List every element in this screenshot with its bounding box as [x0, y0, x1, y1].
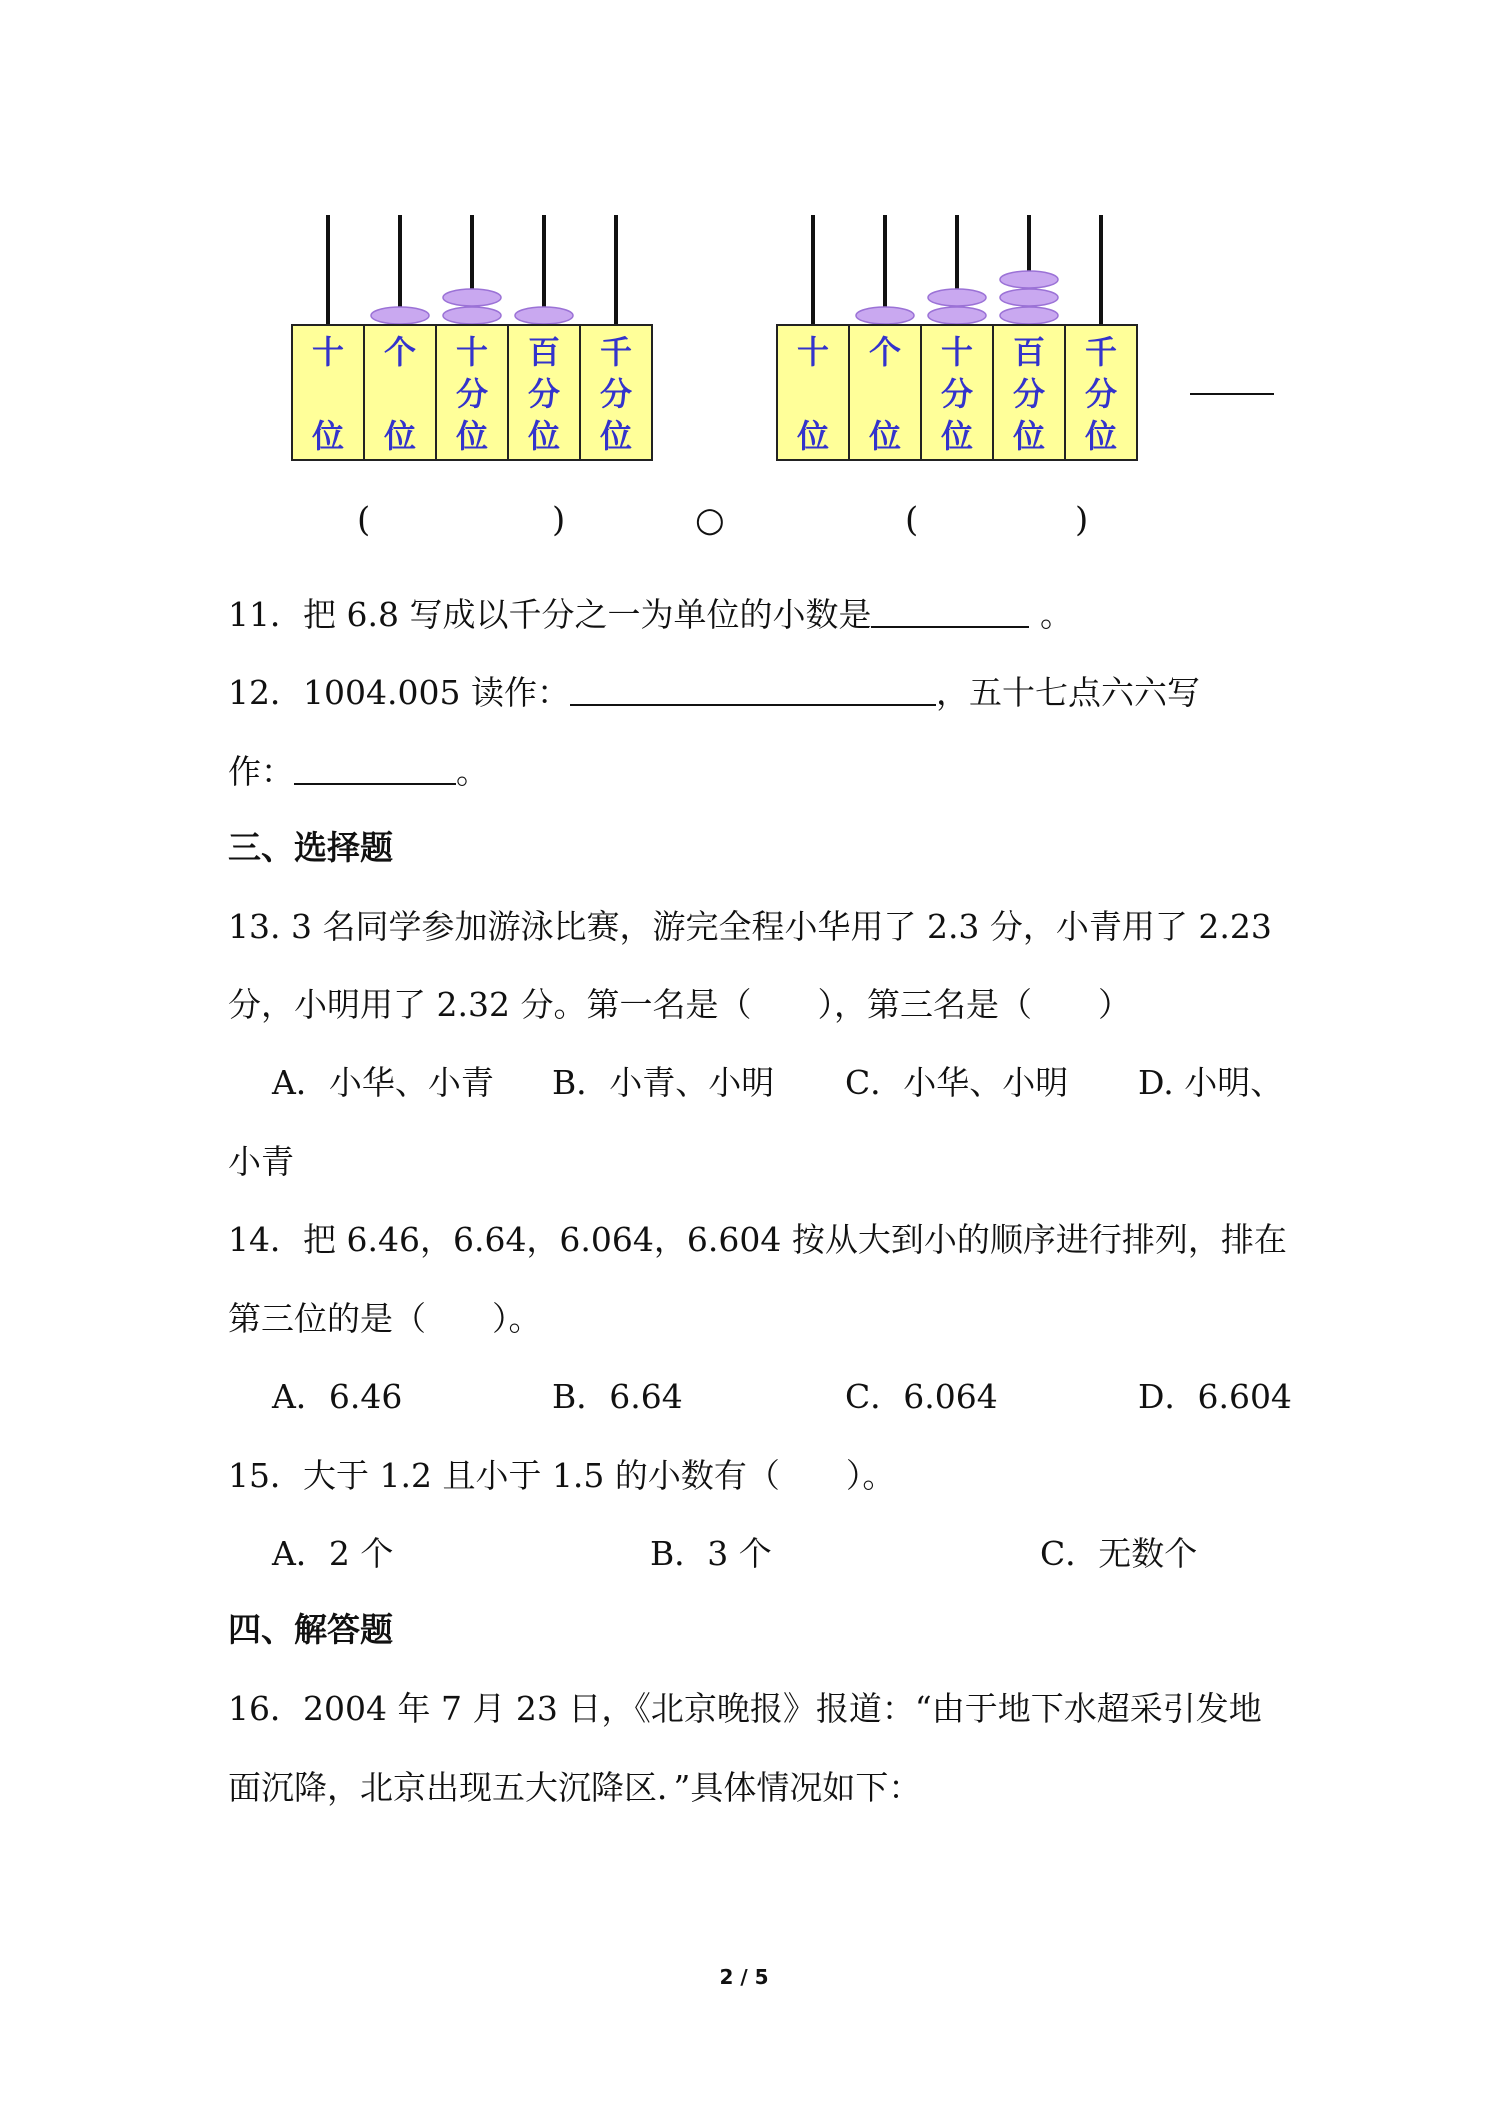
right-bead-1-0: [856, 307, 914, 324]
left-place-label-2-2: 位: [455, 417, 489, 455]
q15-option-b[interactable]: B．3 个: [650, 1534, 772, 1573]
q15-line1: 15．大于 1.2 且小于 1.5 的小数有（ ）。: [228, 1456, 896, 1495]
answer-line[interactable]: [1190, 393, 1274, 395]
right-place-label-4-1: 分: [1084, 375, 1118, 413]
q15-option-a[interactable]: A．2 个: [272, 1534, 394, 1573]
left-place-label-3-2: 位: [527, 417, 561, 455]
q12-end: 。: [456, 752, 489, 791]
right-place-label-1-1: 位: [868, 417, 902, 455]
q12-text: 12．1004.005 读作：: [228, 673, 570, 712]
left-place-label-0-0: 十: [311, 333, 345, 371]
left-bead-1-0: [371, 307, 429, 324]
abacus-left: [290, 215, 660, 465]
q14-line1: 14．把 6.46，6.64，6.064，6.604 按从大到小的顺序进行排列，排在: [228, 1220, 1287, 1259]
left-place-label-2-0: 十: [455, 333, 489, 371]
right-bead-3-0: [1000, 307, 1058, 324]
left-place-label-3-1: 分: [527, 375, 561, 413]
q11-blank[interactable]: [871, 596, 1029, 628]
left-place-label-1-1: 位: [383, 417, 417, 455]
section-3-heading: 三、选择题: [228, 828, 393, 867]
left-place-label-0-1: 位: [311, 417, 345, 455]
q13-line1: 13. 3 名同学参加游泳比赛，游完全程小华用了 2.3 分，小青用了 2.23: [228, 907, 1272, 946]
left-place-label-4-1: 分: [599, 375, 633, 413]
q13-option-d-wrap: 小青: [228, 1142, 294, 1181]
q12-line2: 作：: [228, 752, 294, 791]
q14-option-d[interactable]: D．6.604: [1138, 1377, 1292, 1416]
question-12-line2: [228, 752, 489, 792]
left-paren-close: ): [552, 500, 566, 540]
right-place-label-3-2: 位: [1012, 417, 1046, 455]
q14-option-b[interactable]: B．6.64: [552, 1377, 683, 1416]
q13-option-a[interactable]: A．小华、小青: [272, 1063, 494, 1102]
question-11: [228, 595, 1073, 635]
left-bead-2-0: [443, 307, 501, 324]
right-place-label-4-2: 位: [1084, 417, 1118, 455]
right-place-label-3-1: 分: [1012, 375, 1046, 413]
right-place-label-1-0: 个: [868, 333, 902, 371]
right-paren-open: (: [905, 500, 919, 540]
q16-line1: 16．2004 年 7 月 23 日，《北京晚报》报道：“由于地下水超采引发地: [228, 1689, 1262, 1728]
q11-end: 。: [1029, 595, 1073, 634]
q16-line2: 面沉降，北京出现五大沉降区．”具体情况如下：: [228, 1768, 922, 1807]
q13-option-c[interactable]: C．小华、小明: [845, 1063, 1069, 1102]
q11-text: 11．把 6.8 写成以千分之一为单位的小数是: [228, 595, 872, 634]
question-12: [228, 673, 1200, 713]
q13-line2: 分，小明用了 2.32 分。第一名是（ ），第三名是（ ）: [228, 985, 1131, 1024]
right-place-label-3-0: 百: [1012, 333, 1046, 371]
page-number: 2 / 5: [719, 1965, 769, 1989]
q15-option-c[interactable]: C．无数个: [1040, 1534, 1198, 1573]
left-place-label-4-0: 千: [599, 333, 633, 371]
q12-mid: ，五十七点六六写: [935, 673, 1200, 712]
right-place-label-4-0: 千: [1084, 333, 1118, 371]
q13-option-d[interactable]: D. 小明、: [1138, 1063, 1284, 1102]
q14-option-a[interactable]: A．6.46: [272, 1377, 403, 1416]
left-place-label-1-0: 个: [383, 333, 417, 371]
q13-option-b[interactable]: B．小青、小明: [552, 1063, 775, 1102]
left-place-label-2-1: 分: [455, 375, 489, 413]
right-paren-close: ): [1075, 500, 1089, 540]
right-place-label-2-2: 位: [940, 417, 974, 455]
right-place-label-2-0: 十: [940, 333, 974, 371]
left-paren-open: (: [357, 500, 371, 540]
right-bead-3-2: [1000, 271, 1058, 288]
right-place-label-2-1: 分: [940, 375, 974, 413]
q14-line2: 第三位的是（ ）。: [228, 1299, 542, 1338]
section-4-heading: 四、解答题: [228, 1610, 393, 1649]
left-place-label-4-2: 位: [599, 417, 633, 455]
q12-blank-write[interactable]: [294, 753, 456, 785]
left-bead-2-1: [443, 289, 501, 306]
q14-option-c[interactable]: C．6.064: [845, 1377, 998, 1416]
right-bead-2-1: [928, 289, 986, 306]
left-bead-3-0: [515, 307, 573, 324]
q12-blank-read[interactable]: [570, 674, 936, 706]
left-place-label-3-0: 百: [527, 333, 561, 371]
compare-circle[interactable]: ○: [695, 500, 725, 540]
right-bead-3-1: [1000, 289, 1058, 306]
abacus-right: [775, 215, 1145, 465]
right-bead-2-0: [928, 307, 986, 324]
right-place-label-0-1: 位: [796, 417, 830, 455]
right-place-label-0-0: 十: [796, 333, 830, 371]
